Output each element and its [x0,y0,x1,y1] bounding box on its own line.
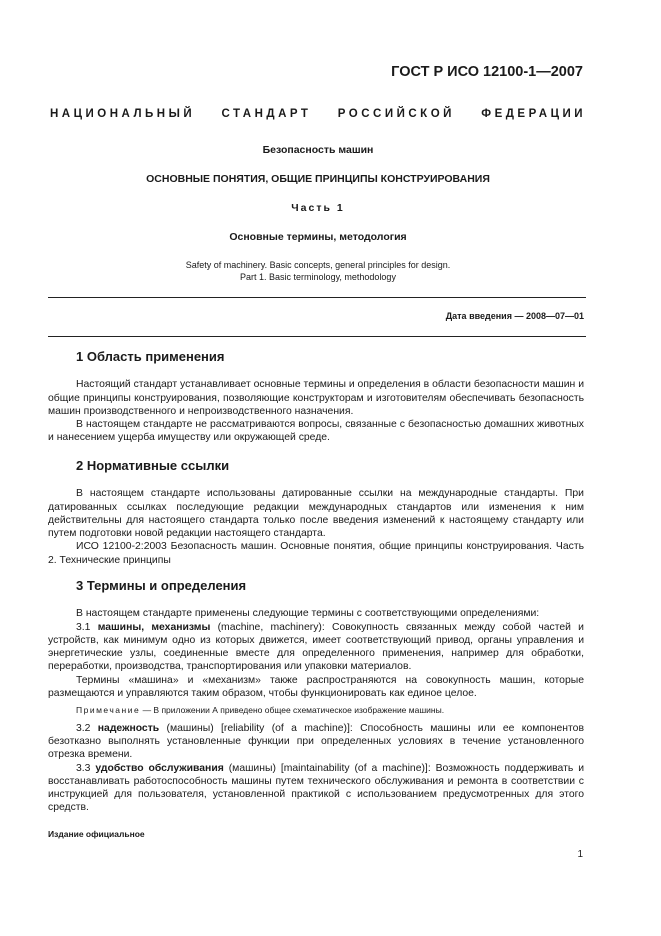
divider-top [48,297,586,298]
paragraph: Настоящий стандарт устанавливает основные термины и определения в области безопасности машин и общие принципы конструирования, позволяющие конструкторам и изготовителям обеспечивать безопасность машин производственного и непроизводственного назначения. [48,379,584,417]
page-number: 1 [577,849,583,860]
english-title-line-2: Part 1. Basic terminology, methodology [240,272,396,282]
term-name: удобство обслуживания [95,762,224,774]
term-definition: (машины) [reliability (of a machine)]: Способность машины или ее компонентов безотказно выполнять установленные функции при определенных условиях в течение установленного отрезка времени. [48,722,584,761]
title-topic: Безопасность машин [262,144,374,156]
term-definition: (машины) [maintainability (of a machine)]: Возможность поддерживать и восстанавливать работоспособность машины путем технического обслуживания и ремонта в соответствии с инструкцией для пользователя, установленной практикой с использованием предусмотренных для этого средств. [48,762,585,814]
term-name: машины, механизмы [97,621,211,633]
paragraph: В настоящем стандарте применены следующие термины с соответствующими определениями: [76,608,540,620]
term-definition: (machine, machinery): Совокупность связанных между собой частей и устройств, как минимум одно из которых движется, имеет соответствующий привод, органы управления и энергетические узлы, соединенные вместе для определенного применения, например для обработки, переработки, производства, транспортирования или упаковки материалов. [48,621,584,673]
section-scope [48,350,584,445]
national-standard-heading: НАЦИОНАЛЬНЫЙ СТАНДАРТ РОССИЙСКОЙ ФЕДЕРАЦИИ [50,108,586,120]
term-3-1 [48,621,584,674]
edition-label: Издание официальное [48,829,145,839]
english-title-line-1: Safety of machinery. Basic concepts, general principles for design. [185,260,451,270]
title-english [48,259,588,283]
term-name: надежность [97,722,160,734]
title-main: ОСНОВНЫЕ ПОНЯТИЯ, ОБЩИЕ ПРИНЦИПЫ КОНСТРУИРОВАНИЯ [146,173,490,185]
note-label: Примечание [76,705,141,716]
term-number: 3.1 [76,621,98,633]
section-title: 2 Нормативные ссылки [76,458,230,473]
section-title: 1 Область применения [76,349,225,364]
term-3-3 [48,762,584,815]
title-subtitle: Основные термины, методология [229,231,407,243]
title-part: Часть 1 [291,202,345,214]
note-text: — В приложении А приведено общее схематическое изображение машины. [140,705,445,716]
term-number: 3.2 [76,722,98,734]
term-number: 3.3 [76,762,96,774]
document-code: ГОСТ Р ИСО 12100-1—2007 [391,64,583,80]
paragraph: Термины «машина» и «механизм» также распространяются на совокупность машин, которые размещаются и управляются таким образом, чтобы функционировать как единое целое. [48,674,584,700]
paragraph: В настоящем стандарте использованы датированные ссылки на международные стандарты. При датированных ссылках последующие редакции международных стандартов или изменения к ним действительны для настоящего стандарта только после введения изменений к настоящему стандарту или путем подготовки новой редакции настоящего стандарта. [48,488,584,540]
section-title: 3 Термины и определения [76,578,247,593]
paragraph: В настоящем стандарте не рассматриваются вопросы, связанные с безопасностью домашних животных и нанесением ущерба имуществу или окружающей среде. [48,419,584,444]
note [48,704,584,717]
section-terms-definitions [48,579,584,815]
term-3-2 [48,722,584,762]
divider-bottom [48,336,586,337]
introduction-date: Дата введения — 2008—07—01 [445,311,584,321]
paragraph: ИСО 12100-2:2003 Безопасность машин. Основные понятия, общие принципы конструирования. Часть 2. Технические принципы [48,541,584,566]
section-normative-references [48,459,584,567]
